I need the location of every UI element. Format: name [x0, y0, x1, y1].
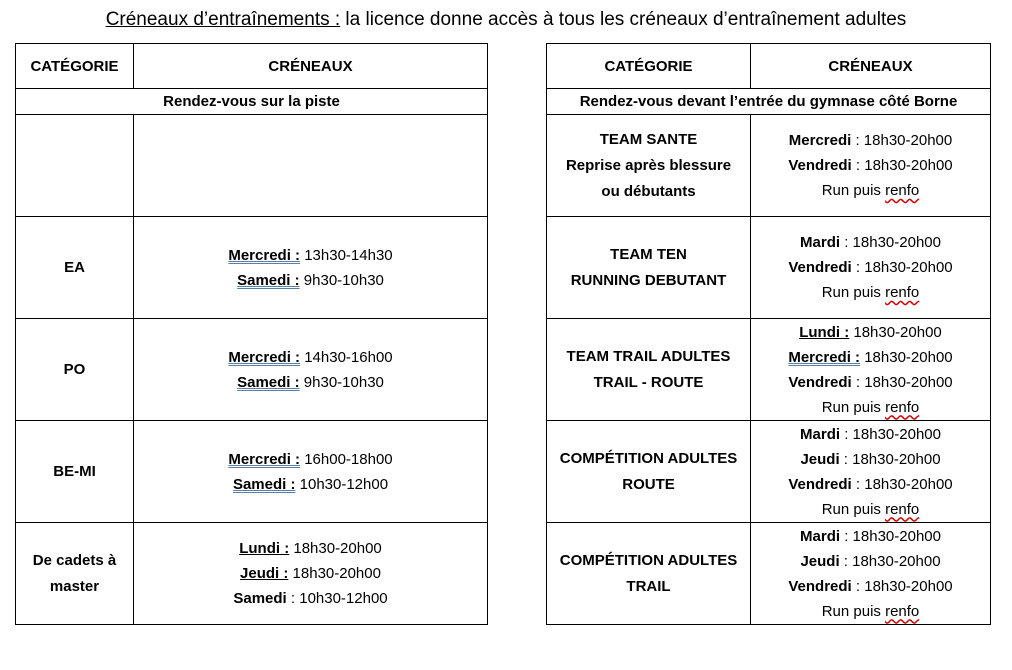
table-row	[16, 115, 488, 217]
run-prefix: Run puis	[821, 182, 886, 199]
category-line: TEAM SANTE	[599, 130, 698, 148]
table-row	[547, 319, 991, 421]
slot-line	[134, 345, 487, 370]
slot-day[interactable]: Samedi :	[237, 271, 300, 289]
slot-time: : 18h30-20h00	[851, 577, 953, 595]
slot-line	[751, 255, 990, 280]
slot-day[interactable]: Lundi :	[239, 540, 290, 557]
title-rest: la licence donne accès à tous les créneaux d’entraînement adultes	[340, 9, 907, 30]
table-row	[547, 523, 991, 625]
slot-line	[134, 586, 487, 611]
slot-line	[751, 128, 990, 153]
left-row-1-category: EA	[16, 217, 134, 319]
slot-time: 16h00-18h00	[300, 450, 393, 468]
run-note	[751, 395, 990, 420]
run-note	[751, 280, 990, 305]
slot-time: : 18h30-20h00	[851, 475, 953, 493]
category-line: TEAM TRAIL ADULTES	[566, 347, 731, 365]
slot-time: 18h30-20h00	[288, 565, 381, 582]
slot-day: Vendredi	[788, 475, 852, 493]
slot-time: : 18h30-20h00	[851, 132, 953, 149]
run-prefix: Run puis	[821, 284, 886, 301]
slot-line	[751, 447, 990, 472]
left-row-2-category: PO	[16, 319, 134, 421]
slot-line	[134, 536, 487, 561]
slot-day[interactable]: Samedi :	[232, 475, 296, 493]
slot-day: Vendredi	[788, 577, 852, 595]
right-row-4-slots	[751, 523, 991, 625]
left-row-0-slots	[134, 115, 488, 217]
slot-day[interactable]: Mercredi :	[228, 348, 301, 366]
slot-time: 18h30-20h00	[849, 323, 942, 341]
category-line: RUNNING DEBUTANT	[570, 271, 727, 289]
category-line: ou débutants	[601, 182, 696, 200]
run-word: renfo	[885, 284, 920, 301]
slot-line	[751, 549, 990, 574]
table-row	[16, 319, 488, 421]
slot-line	[751, 472, 990, 497]
slot-time: 9h30-10h30	[299, 271, 384, 289]
category-line: master	[49, 577, 100, 595]
slot-line	[751, 320, 990, 345]
run-prefix: Run puis	[821, 500, 886, 518]
left-header-slots: CRÉNEAUX	[134, 44, 488, 89]
run-word: renfo	[885, 500, 920, 518]
run-prefix: Run puis	[821, 398, 886, 416]
right-row-2-category	[547, 319, 751, 421]
slot-day[interactable]: Jeudi :	[240, 565, 289, 582]
slot-time: 14h30-16h00	[300, 348, 393, 366]
right-row-3-slots	[751, 421, 991, 523]
slot-day: Vendredi	[788, 259, 852, 276]
slot-time: 13h30-14h30	[300, 246, 393, 264]
slot-day: Jeudi	[800, 450, 840, 468]
slot-line	[751, 524, 990, 549]
left-schedule-table	[15, 43, 488, 625]
slot-day: Vendredi	[788, 157, 852, 174]
category-line: COMPÉTITION ADULTES	[559, 449, 738, 467]
slot-day: Mercredi	[788, 132, 852, 149]
slot-line	[751, 345, 990, 370]
slot-line	[134, 472, 487, 497]
right-meeting-point: Rendez-vous devant l’entrée du gymnase côté Borne	[547, 89, 991, 115]
slot-time: : 10h30-12h00	[286, 590, 388, 607]
category-line: TRAIL	[626, 577, 671, 595]
category-line: TEAM TEN	[610, 245, 687, 263]
right-row-1-slots	[751, 217, 991, 319]
run-word: renfo	[885, 398, 920, 416]
table-row	[16, 421, 488, 523]
slot-day[interactable]: Mercredi :	[228, 450, 301, 468]
slot-day: Mardi	[800, 425, 841, 443]
title-underlined: Créneaux d’entraînements :	[105, 9, 341, 30]
slot-time: : 18h30-20h00	[840, 234, 941, 251]
right-row-2-slots	[751, 319, 991, 421]
slot-day[interactable]: Mercredi :	[228, 246, 301, 264]
slot-line	[134, 268, 487, 293]
slot-day[interactable]: Samedi :	[237, 373, 300, 391]
right-row-4-category	[547, 523, 751, 625]
slot-line	[134, 561, 487, 586]
slot-line	[751, 574, 990, 599]
slot-line	[751, 230, 990, 255]
slot-line	[751, 422, 990, 447]
slot-time: : 18h30-20h00	[851, 373, 953, 391]
left-row-1-slots	[134, 217, 488, 319]
slot-line	[751, 153, 990, 178]
slot-day: Mardi	[800, 527, 841, 545]
slot-time: 10h30-12h00	[295, 475, 389, 493]
slot-time: : 18h30-20h00	[851, 259, 953, 276]
right-row-0-slots	[751, 115, 991, 217]
right-header-slots: CRÉNEAUX	[751, 44, 991, 89]
slot-time: : 18h30-20h00	[851, 157, 953, 174]
category-line: De cadets à	[32, 551, 117, 569]
right-schedule-table	[546, 43, 991, 625]
table-row	[547, 115, 991, 217]
slot-day: Mardi	[800, 234, 841, 251]
slot-line	[134, 243, 487, 268]
run-note	[751, 497, 990, 522]
left-row-3-slots	[134, 421, 488, 523]
slot-time: : 18h30-20h00	[839, 552, 941, 570]
run-prefix: Run puis	[821, 602, 886, 620]
left-row-4-category	[16, 523, 134, 625]
slot-line	[134, 370, 487, 395]
slot-time: 9h30-10h30	[299, 373, 384, 391]
right-row-3-category	[547, 421, 751, 523]
slot-line	[751, 370, 990, 395]
slot-day: Samedi	[233, 590, 287, 607]
category-line: TRAIL - ROUTE	[593, 373, 704, 391]
slot-day[interactable]: Lundi :	[799, 323, 850, 341]
run-word: renfo	[885, 182, 920, 199]
page-title	[0, 8, 1012, 32]
table-row	[16, 217, 488, 319]
right-header-category: CATÉGORIE	[547, 44, 751, 89]
category-line: ROUTE	[622, 475, 675, 493]
left-row-2-slots	[134, 319, 488, 421]
slot-time: : 18h30-20h00	[839, 450, 941, 468]
slot-time: : 18h30-20h00	[840, 425, 941, 443]
table-row	[547, 217, 991, 319]
right-row-1-category	[547, 217, 751, 319]
slot-day: Jeudi	[800, 552, 840, 570]
slot-line	[134, 447, 487, 472]
left-header-category: CATÉGORIE	[16, 44, 134, 89]
left-row-0-category	[16, 115, 134, 217]
category-line: Reprise après blessure	[565, 156, 732, 174]
left-meeting-point: Rendez-vous sur la piste	[16, 89, 488, 115]
run-note	[751, 178, 990, 203]
run-word: renfo	[885, 602, 920, 620]
category-line: COMPÉTITION ADULTES	[559, 551, 738, 569]
slot-time: 18h30-20h00	[289, 540, 382, 557]
slot-time: : 18h30-20h00	[840, 527, 941, 545]
left-row-3-category: BE-MI	[16, 421, 134, 523]
table-row	[16, 523, 488, 625]
left-row-4-slots	[134, 523, 488, 625]
slot-day: Vendredi	[788, 373, 852, 391]
run-note	[751, 599, 990, 624]
slot-day[interactable]: Mercredi :	[788, 348, 861, 366]
slot-time: 18h30-20h00	[860, 348, 953, 366]
table-row	[547, 421, 991, 523]
right-row-0-category	[547, 115, 751, 217]
